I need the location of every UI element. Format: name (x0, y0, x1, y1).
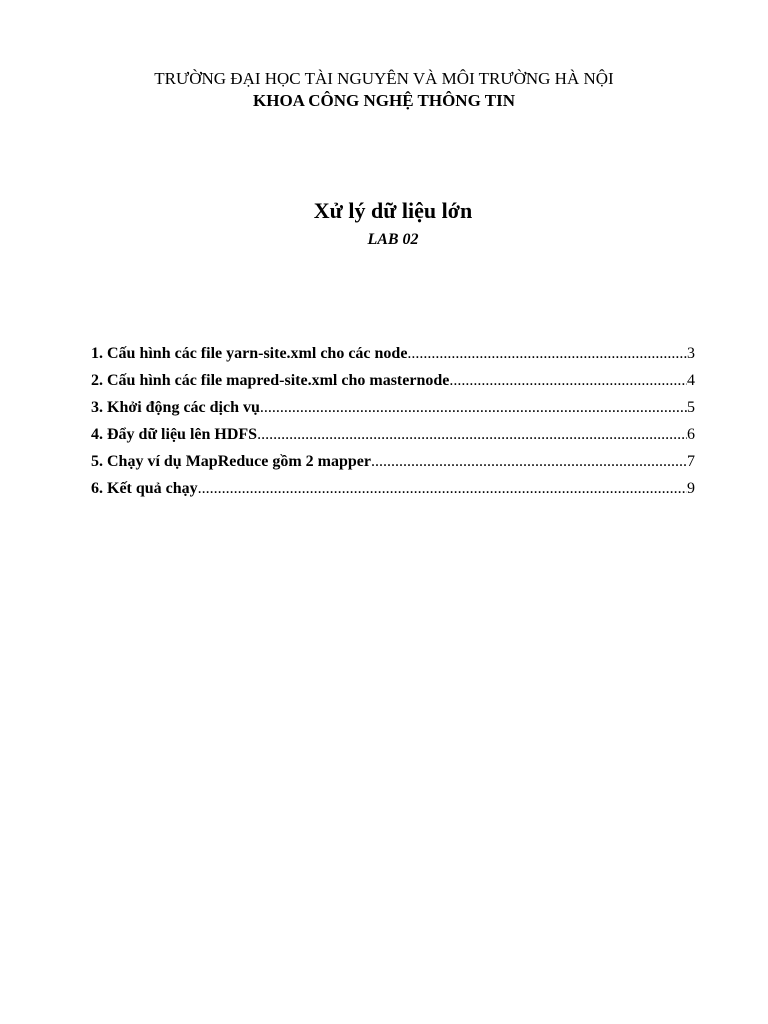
toc-dot-leader (257, 421, 687, 448)
toc-dot-leader (449, 367, 687, 394)
toc-entry[interactable] (91, 475, 695, 502)
toc-entry-page: 5 (687, 399, 695, 416)
toc-entry[interactable] (91, 394, 695, 421)
toc-entry-page: 6 (687, 426, 695, 443)
toc-entry-label: 3. Khởi động các dịch vụ (91, 399, 260, 416)
toc-entry-page: 4 (687, 372, 695, 389)
document-header (0, 68, 768, 112)
toc-entry[interactable] (91, 367, 695, 394)
toc-dot-leader (407, 340, 687, 367)
toc-entry-label: 4. Đẩy dữ liệu lên HDFS (91, 426, 258, 443)
toc-dot-leader (260, 394, 687, 421)
toc-entry-page: 3 (687, 345, 695, 362)
toc-entry-label: 6. Kết quả chạy (91, 480, 198, 497)
document-title: Xử lý dữ liệu lớn (313, 198, 473, 223)
toc-entry-label: 1. Cấu hình các file yarn-site.xml cho các node (91, 345, 408, 362)
toc-entry-label: 2. Cấu hình các file mapred-site.xml cho masternode (91, 372, 450, 389)
toc-entry[interactable] (91, 340, 695, 367)
toc-entry-page: 7 (687, 453, 695, 470)
table-of-contents (91, 340, 695, 502)
toc-entry[interactable] (91, 448, 695, 475)
title-block (0, 196, 768, 250)
university-name: TRƯỜNG ĐẠI HỌC TÀI NGUYÊN VÀ MÔI TRƯỜNG HÀ NỘI (154, 69, 614, 88)
toc-entry[interactable] (91, 421, 695, 448)
toc-dot-leader (198, 475, 687, 502)
faculty-name: KHOA CÔNG NGHỆ THÔNG TIN (253, 91, 515, 110)
toc-entry-label: 5. Chạy ví dụ MapReduce gồm 2 mapper (91, 453, 372, 470)
document-subtitle: LAB 02 (367, 231, 419, 248)
toc-entry-page: 9 (687, 480, 695, 497)
toc-dot-leader (371, 448, 687, 475)
